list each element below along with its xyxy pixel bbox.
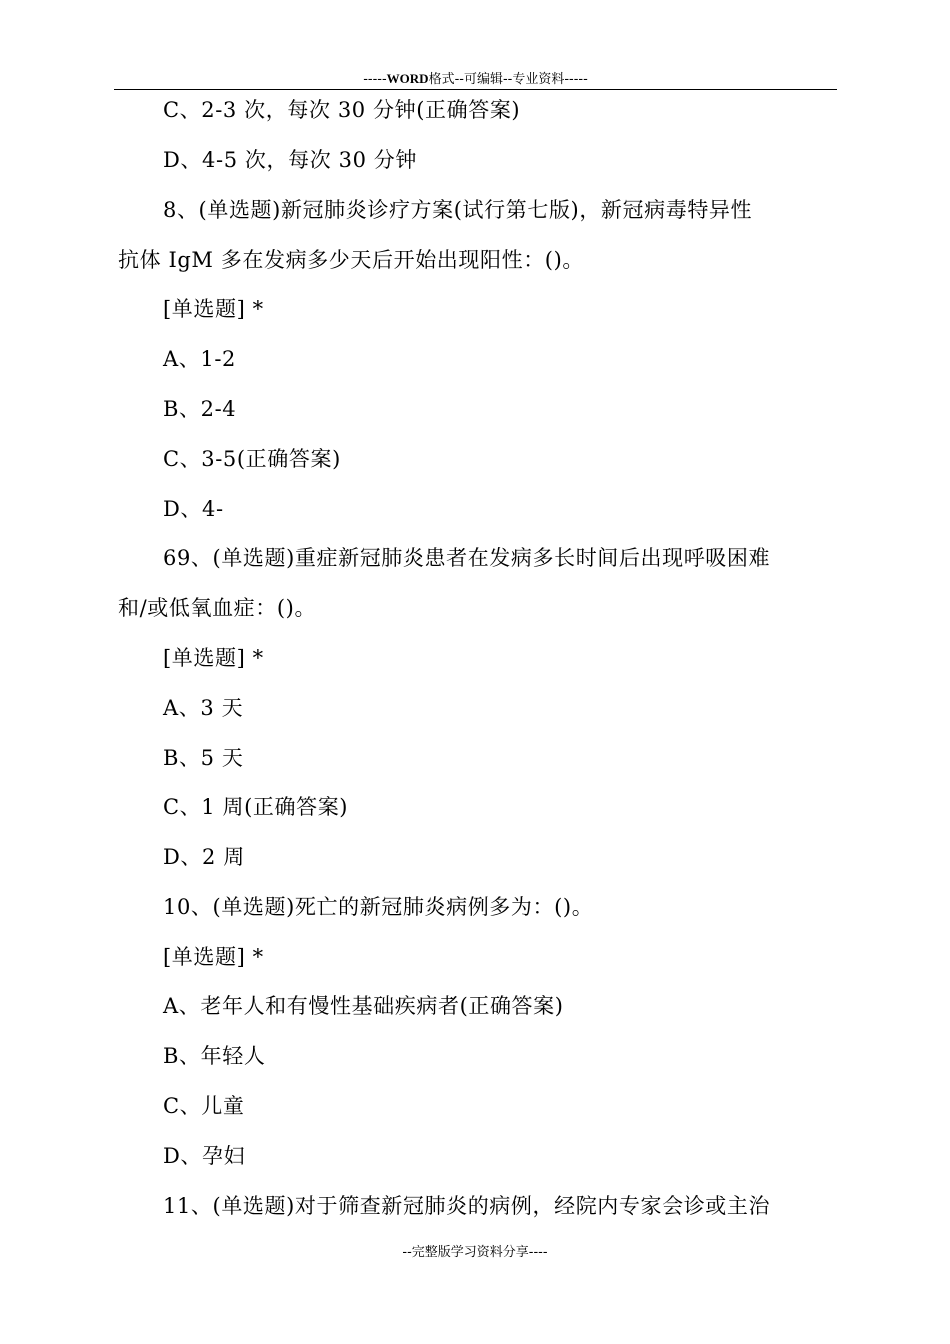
- question-8-text: 8、(单选题)新冠肺炎诊疗方案(试行第七版)，新冠病毒特异性: [163, 198, 753, 222]
- option-d-line: D、2 周: [163, 845, 245, 869]
- question-type-label: [单选题] *: [163, 646, 264, 670]
- option-a-line: A、老年人和有慢性基础疾病者(正确答案): [163, 994, 564, 1018]
- question-type-label: [单选题] *: [163, 297, 264, 321]
- option-a-line: A、1-2: [163, 347, 236, 371]
- option-c-line: C、2-3 次，每次 30 分钟(正确答案): [163, 98, 521, 122]
- question-type-label: [单选题] *: [163, 945, 264, 969]
- header-suffix: 格式--可编辑--专业资料-----: [428, 72, 588, 87]
- option-b-line: B、2-4: [163, 397, 237, 421]
- page-footer: --完整版学习资料分享----: [402, 1245, 548, 1260]
- option-c-line: C、3-5(正确答案): [163, 447, 341, 471]
- option-b-line: B、5 天: [163, 746, 244, 770]
- option-c-line: C、儿童: [163, 1094, 245, 1118]
- question-10-text: 10、(单选题)死亡的新冠肺炎病例多为：()。: [163, 895, 594, 919]
- option-b-line: B、年轻人: [163, 1044, 266, 1068]
- header-prefix: -----: [363, 72, 387, 87]
- question-11-text: 11、(单选题)对于筛查新冠肺炎的病例，经院内专家会诊或主治: [163, 1194, 771, 1218]
- question-69-text-cont: 和/或低氧血症：()。: [118, 596, 317, 620]
- page-header: [114, 70, 837, 90]
- option-d-line: D、4-: [163, 497, 224, 521]
- question-8-text-cont: 抗体 IgM 多在发病多少天后开始出现阳性：()。: [118, 248, 584, 272]
- header-word: WORD: [386, 71, 429, 86]
- option-d-line: D、4-5 次，每次 30 分钟: [163, 148, 418, 172]
- option-c-line: C、1 周(正确答案): [163, 795, 349, 819]
- question-69-text: 69、(单选题)重症新冠肺炎患者在发病多长时间后出现呼吸困难: [163, 546, 771, 570]
- option-a-line: A、3 天: [163, 696, 244, 720]
- option-d-line: D、孕妇: [163, 1144, 246, 1168]
